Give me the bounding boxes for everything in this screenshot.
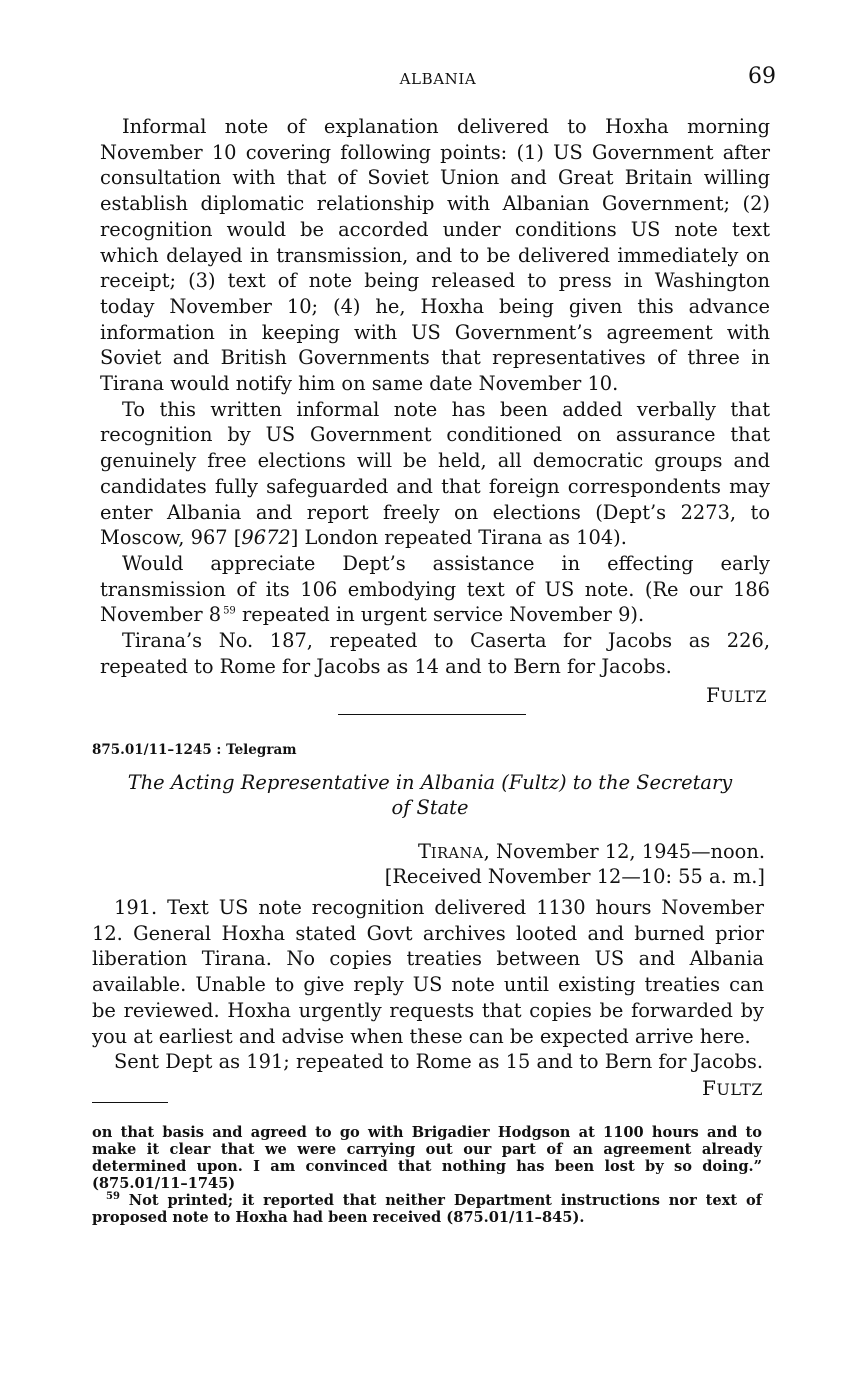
date: , November 12, 1945—noon. <box>483 840 765 863</box>
paragraph-text: Would appreciate Dept’s assistance in effecting early transmission of its 106 embodying text of US note. (Re our 186 November 8 <box>100 551 770 627</box>
footnote-divider <box>92 1102 168 1103</box>
footnote <box>92 1192 762 1226</box>
place-initial: T <box>417 840 431 863</box>
paragraph: Sent Dept as 191; repeated to Rome as 15 and to Bern for Jacobs. <box>114 1050 764 1074</box>
signature-initial: F <box>702 1076 717 1100</box>
running-head <box>100 64 776 98</box>
paragraph: Tirana’s No. 187, repeated to Caserta for Jacobs as 226, repeated to Rome for Jacobs as 14 and to Bern for Jacobs. <box>100 629 770 678</box>
section-divider <box>338 714 526 715</box>
page-number: 69 <box>748 64 776 89</box>
paragraph-text: repeated in urgent service November 9). <box>235 603 645 627</box>
signature <box>706 683 767 707</box>
paragraph <box>100 551 770 628</box>
paragraph-text: To this written informal note has been added verbally that recognition by US Government conditioned on assurance that genuinely free elections will be held, all democratic groups and candidates fully safeguarded and that foreign correspondents may enter Albania and report freely on elections (Dept’s 2273, to Moscow, 967 [ <box>100 397 770 550</box>
signature-rest: ULTZ <box>720 687 767 706</box>
signature-rest: ULTZ <box>716 1080 763 1099</box>
running-title: ALBANIA <box>399 70 477 88</box>
corrected-number: 9672 <box>241 526 291 550</box>
footnotes <box>92 1124 762 1226</box>
paragraph-text: ] London repeated Tirana as 104). <box>290 526 627 550</box>
file-reference: 875.01/11–1245 : Telegram <box>92 742 297 758</box>
document-title <box>92 770 768 820</box>
telegram-body <box>92 895 764 1075</box>
title-line: of State <box>391 796 469 819</box>
paragraph: 191. Text US note recognition delivered 1130 hours November 12. General Hoxha stated Govt archives looted and burned prior liberation Tirana. No copies treaties between US and Albania available. Unable to give reply US note until existing treaties can be reviewed. Hoxha urgently requests that copies be forwarded by you at earliest and advise when these can be expected arrive here. <box>92 896 764 1048</box>
dateline <box>418 840 765 863</box>
footnote-text: Not printed; it reported that neither Department instructions nor text of proposed note to Hoxha had been received (875.01/11–845). <box>92 1192 762 1226</box>
received-line: [Received November 12—10: 55 a. m.] <box>384 865 765 888</box>
footnote-ref: 59 <box>223 605 236 617</box>
paragraph <box>100 397 770 551</box>
signature-initial: F <box>706 683 721 707</box>
footnote-continuation: on that basis and agreed to go with Brigadier Hodgson at 1100 hours and to make it clear that we were carrying out our part of an agreement already determined upon. I am convinced that nothing has been lost by so doing.” (875.01/11–1745) <box>92 1124 762 1192</box>
footnote-marker: 59 <box>106 1191 120 1203</box>
paragraph: Informal note of explanation delivered to Hoxha morning November 10 covering following points: (1) US Government after consultation with that of Soviet Union and Great Britain willing establish diplomatic relationship with Albanian Government; (2) recognition would be accorded under conditions US note text which delayed in transmission, and to be delivered immediately on receipt; (3) text of note being released to press in Washington today November 10; (4) he, Hoxha being given this advance information in keeping with US Government’s agreement with Soviet and British Governments that representatives of three in Tirana would notify him on same date November 10. <box>100 115 770 396</box>
continued-telegram-body <box>100 114 770 679</box>
place-rest: IRANA <box>430 846 484 862</box>
title-line: The Acting Representative in Albania (Fultz) to the Secretary <box>127 771 733 794</box>
signature <box>702 1076 763 1100</box>
